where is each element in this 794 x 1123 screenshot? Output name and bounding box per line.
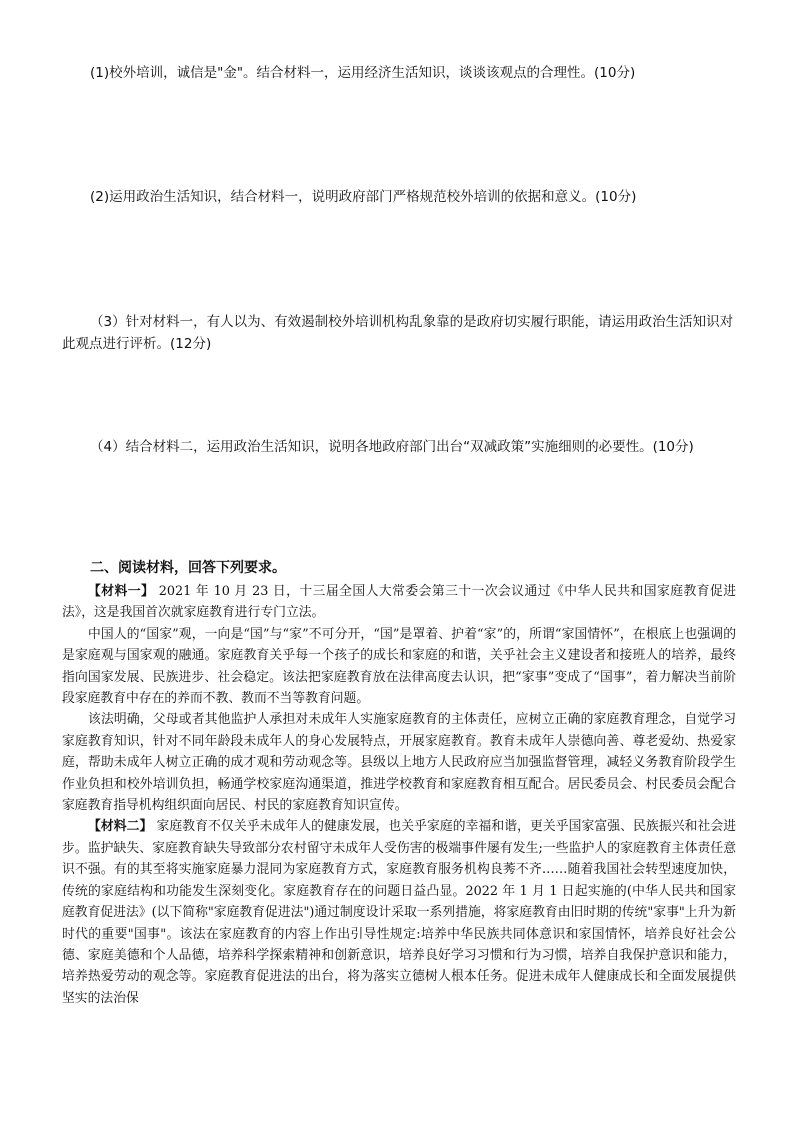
material-1-text-1: 2021 年 10 月 23 日，十三届全国人大常委会第三十一次会议通过《中华人民共和国家庭教育促进法》，这是我国首次就家庭教育进行专门立法。 <box>62 584 736 621</box>
question-2: (2)运用政治生活知识，结合材料一，说明政府部门严格规范校外培训的依据和意义。(10分) <box>90 189 637 205</box>
question-3: （3）针对材料一，有人以为、有效遏制校外培训机构乱象靠的是政府切实履行职能，请运用政治生活知识对此观点进行评析。(12分) <box>62 314 734 352</box>
material-1-paragraph-3: 该法明确，父母或者其他监护人承担对未成年人实施家庭教育的主体责任，应树立正确的家庭教育理念，自觉学习家庭教育知识，针对不同年龄段未成年人的身心发展特点，开展家庭教育。教育未成年人崇德向善、尊老爱幼、热爱家庭，帮助未成年人树立正确的成才观和劳动观念等。县级以上地方人民政府应当加强监督管理，减轻义务教育阶段学生作业负担和校外培训负担，畅通学校家庭沟通渠道，推进学校教育和家庭教育相互配合。居民委员会、村民委员会配合家庭教育指导机构组织面向居民、村民的家庭教育知识宣传。 <box>62 712 736 814</box>
material-2-tag: 【材料二】 <box>88 819 153 835</box>
question-4: （4）结合材料二，运用政治生活知识，说明各地政府部门出台“双减政策”实施细则的必要性。(10分) <box>90 439 694 455</box>
material-2-text-1: 家庭教育不仅关乎未成年人的健康发展，也关乎家庭的幸福和谐，更关乎国家富强、民族振兴和社会进步。监护缺失、家庭教育缺失导致部分农村留守未成年人受伤害的极端事件屡有发生;一些监护人的家庭教育主体责任意识不强。有的其至将实施家庭暴力混同为家庭教育方式，家庭教育服务机构良莠不齐……随着我国社会转型速度加快，传统的家庭结构和功能发生深刻变化。家庭教育存在的问题日益凸显。2022 年 1 月 1 日起实施的(中华人民共和国家庭教育促进法》(以下简称"家庭教育促进法")通过制度设计采取一系列措施，将家庭教育由旧时期的传统"家事"上升为新时代的重要"国事"。该法在家庭教育的内容上作出引导性规定:培养中华民族共同体意识和家国情怀，培养良好社会公德、家庭美德和个人品德，培养科学探索精神和创新意识，培养良好学习习惯和行为习惯，培养自我保护意识和能力，培养热爱劳动的观念等。家庭教育促进法的出台，将为落实立德树人根本任务。促进未成年人健康成长和全面发展提供坚实的法治保 <box>62 819 737 1006</box>
reading-materials <box>62 581 736 1009</box>
material-1-paragraph-1 <box>62 581 736 624</box>
material-1-paragraph-2: 中国人的“国家”观，一向是“国”与“家”不可分开，“国”是罩着、护着“家”的，所谓“家国情怀”，在根底上也强调的是家庭观与国家观的融通。家庭教育关乎每一个孩子的成长和家庭的和谐，关乎社会主义建设者和接班人的培养，最终指向国家发展、民族进步、社会稳定。该法把家庭教育放在法律高度去认识，把“家事”变成了“国事”，着力解决当前阶段家庭教育中存在的养而不教、教而不当等教育问题。 <box>62 626 736 707</box>
material-1-tag: 【材料一】 <box>88 584 155 599</box>
section-title: 二、阅读材料，回答下列要求。 <box>90 560 286 576</box>
material-2-paragraph-1 <box>62 816 736 1009</box>
question-1: (1)校外培训，诚信是"金"。结合材料一，运用经济生活知识，谈谈该观点的合理性。(10分) <box>90 65 636 81</box>
